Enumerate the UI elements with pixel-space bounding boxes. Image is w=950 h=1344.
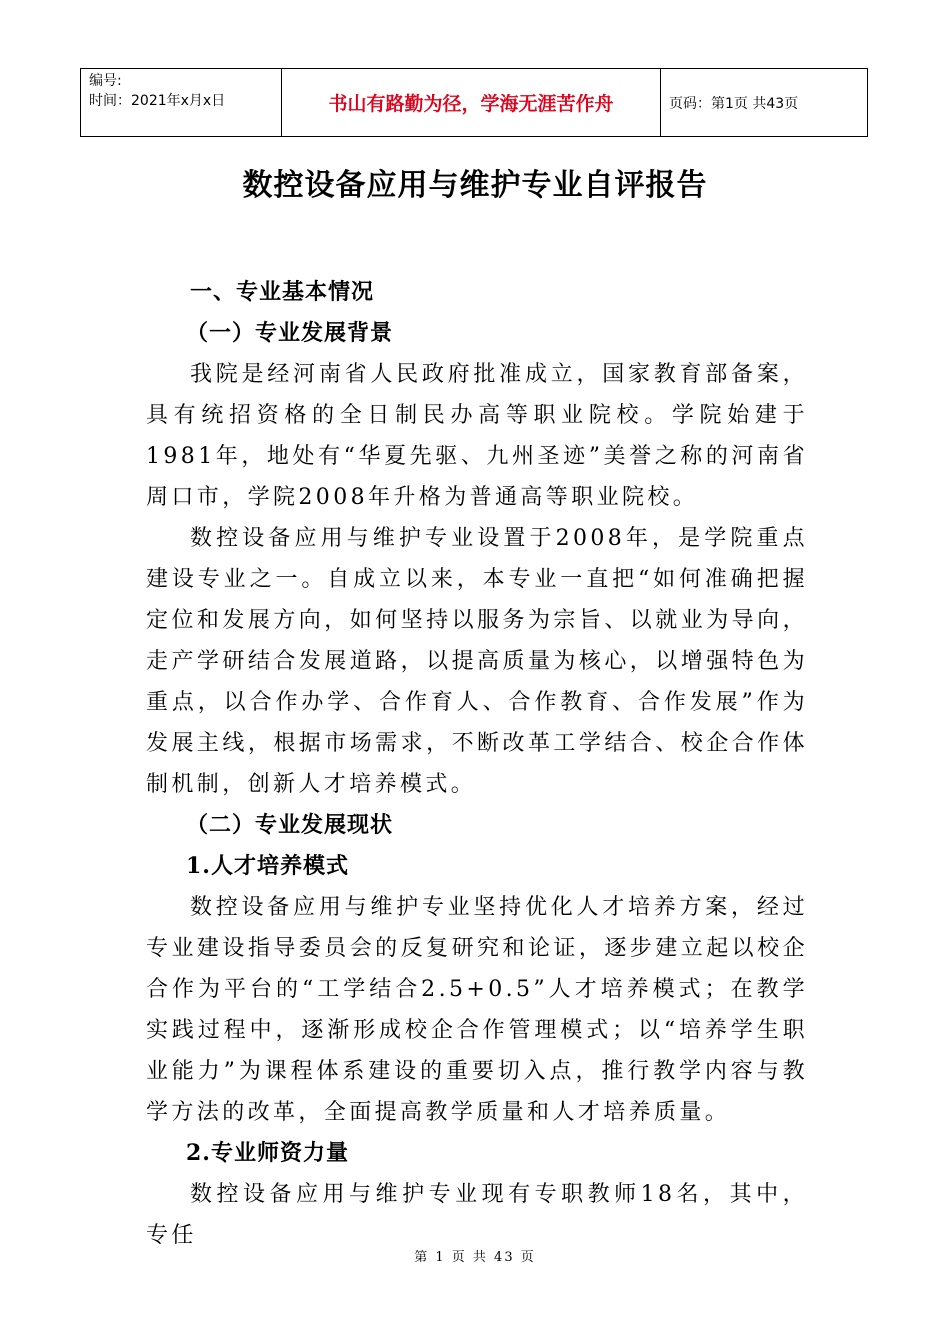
document-title: 数控设备应用与维护专业自评报告 (242, 168, 708, 203)
paragraph: 我院是经河南省人民政府批准成立，国家教育部备案，具有统招资格的全日制民办高等职业院校。学院始建于1981年，地处有“华夏先驱、九州圣迹”美誉之称的河南省周口市，学院2008年升格为普通高等职业院校。 (146, 362, 808, 510)
header-meta-cell (81, 69, 282, 137)
header-motto: 书山有路勤为径，学海无涯苦作舟 (282, 69, 661, 137)
section-heading: 一、专业基本情况 (190, 279, 375, 305)
document-time-label: 时间：2021年x月x日 (89, 93, 226, 109)
header-page-info: 页码：第1页 共43页 (661, 69, 868, 137)
document-body (146, 272, 808, 1256)
paragraph: 数控设备应用与维护专业现有专职教师18名，其中，专任 (146, 1182, 808, 1248)
subsection-heading: （一）专业发展背景 (186, 320, 394, 346)
document-number-label: 编号: (89, 73, 122, 89)
page-footer: 第 1 页 共 43 页 (414, 1250, 536, 1265)
subsection-heading: 1.人才培养模式 (186, 853, 349, 879)
subsection-heading: 2.专业师资力量 (186, 1140, 349, 1166)
header-table (80, 68, 868, 137)
paragraph: 数控设备应用与维护专业坚持优化人才培养方案，经过专业建设指导委员会的反复研究和论证，逐步建立起以校企合作为平台的“工学结合2.5+0.5”人才培养模式；在教学实践过程中，逐渐形成校企合作管理模式；以“培养学生职业能力”为课程体系建设的重要切入点，推行教学内容与教学方法的改革，全面提高教学质量和人才培养质量。 (146, 895, 808, 1125)
paragraph: 数控设备应用与维护专业设置于2008年，是学院重点建设专业之一。自成立以来，本专业一直把“如何准确把握定位和发展方向，如何坚持以服务为宗旨、以就业为导向，走产学研结合发展道路，以提高质量为核心，以增强特色为重点，以合作办学、合作育人、合作教育、合作发展”作为发展主线，根据市场需求，不断改革工学结合、校企合作体制机制，创新人才培养模式。 (146, 526, 808, 797)
subsection-heading: （二）专业发展现状 (186, 812, 394, 838)
